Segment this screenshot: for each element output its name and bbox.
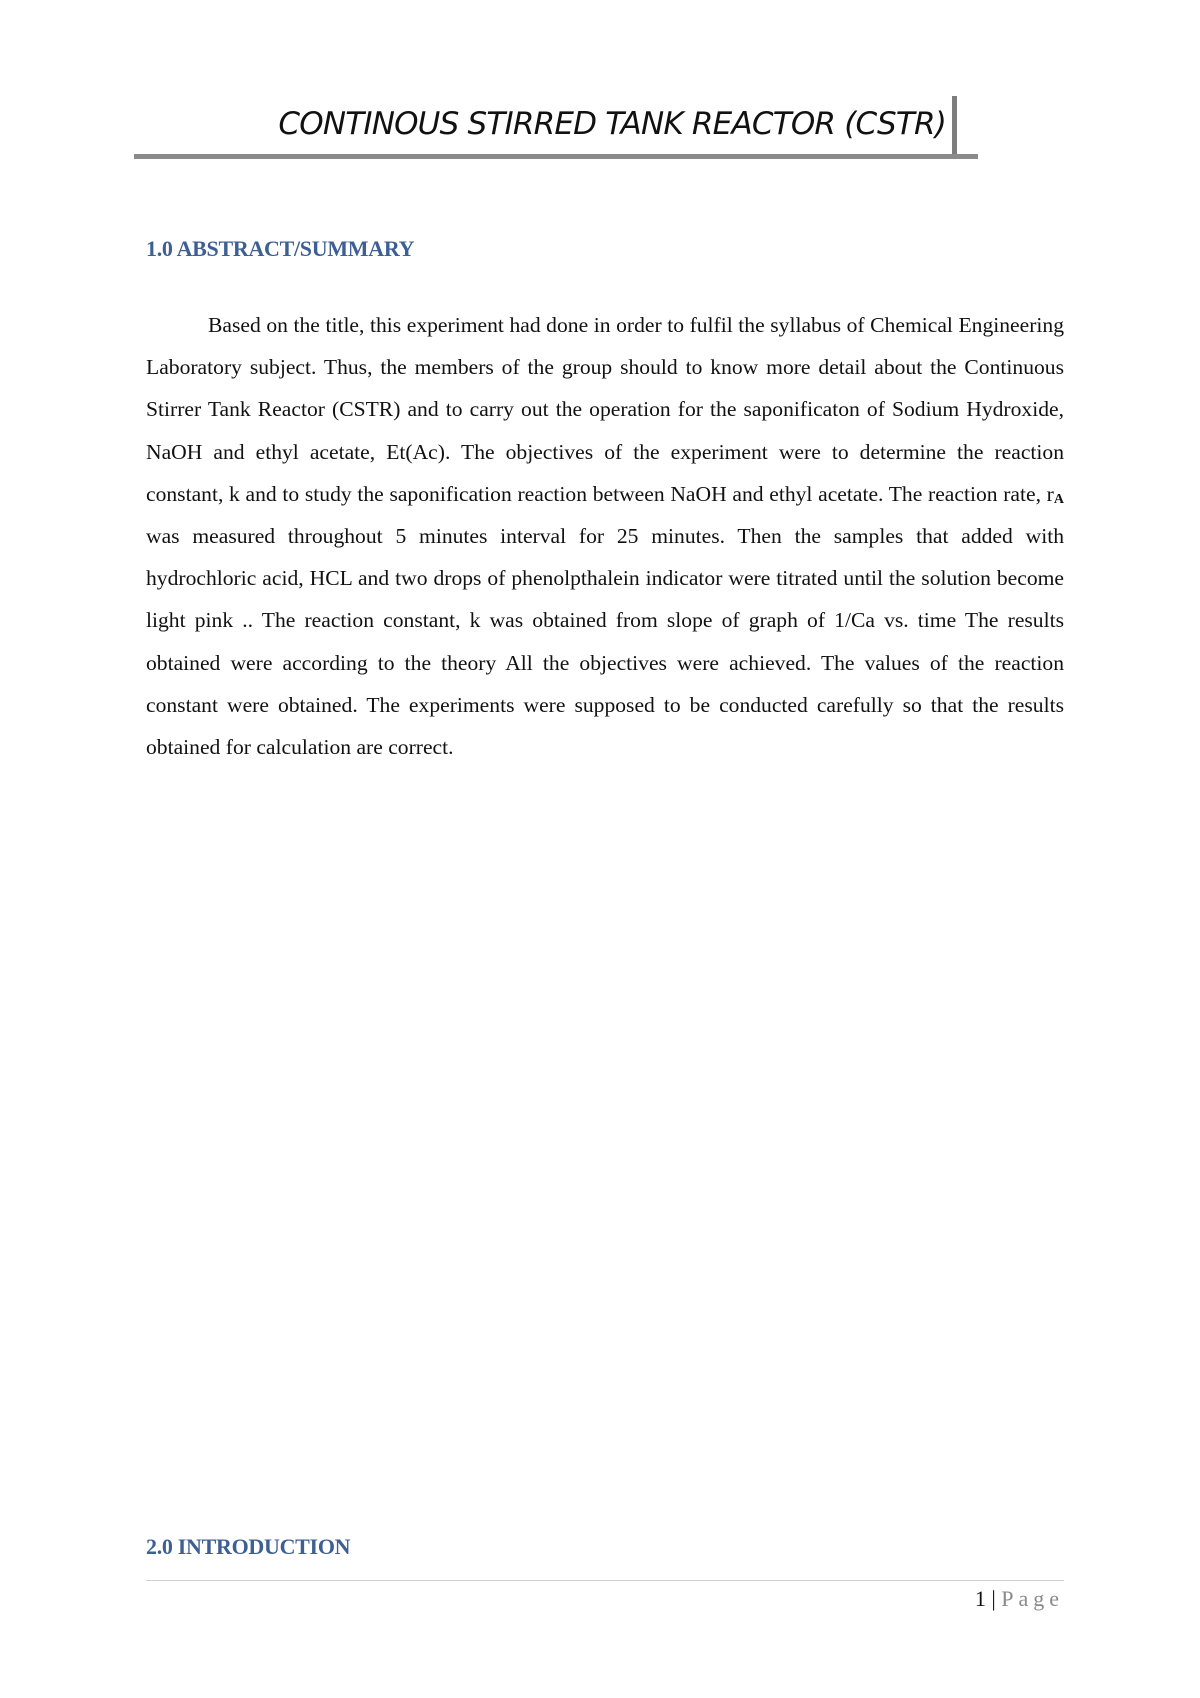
page-word: Page (1001, 1586, 1064, 1611)
header-rule (134, 154, 978, 159)
introduction-heading: 2.0 INTRODUCTION (146, 1534, 351, 1559)
abstract-paragraph (146, 304, 1064, 768)
footer-rule (146, 1580, 1064, 1581)
document-title: CONTINOUS STIRRED TANK REACTOR (CSTR) (278, 106, 946, 142)
abstract-heading: 1.0 ABSTRACT/SUMMARY (146, 236, 415, 261)
abstract-text-part-2: was measured throughout 5 minutes interval for 25 minutes. Then the samples that added with hydrochloric acid, HCL and two drops of phenolpthalein indicator were titrated until the solution become light pink .. The reaction constant, k was obtained from slope of graph of 1/Ca vs. time The results obtained were according to the theory All the objectives were achieved. The values of the reaction constant were obtained. The experiments were supposed to be conducted carefully so that the results obtained for calculation are correct. (146, 524, 1064, 760)
page-separator: | (991, 1586, 996, 1611)
page-footer (975, 1586, 1064, 1612)
page-number: 1 (974, 1586, 986, 1611)
abstract-text-part-1: Based on the title, this experiment had done in order to fulfil the syllabus of Chemical Engineering Laboratory subject. Thus, the members of the group should to know more detail about the Continuous Stirrer Tank Reactor (CSTR) and to carry out the operation for the saponificaton of Sodium Hydroxide, NaOH and ethyl acetate, Et(Ac). The objectives of the experiment were to determine the reaction constant, k and to study the saponification reaction between NaOH and ethyl acetate. The reaction rate, r (146, 313, 1064, 506)
page-header (134, 96, 978, 160)
rate-subscript: A (1053, 491, 1064, 507)
header-vertical-bar (952, 96, 957, 154)
